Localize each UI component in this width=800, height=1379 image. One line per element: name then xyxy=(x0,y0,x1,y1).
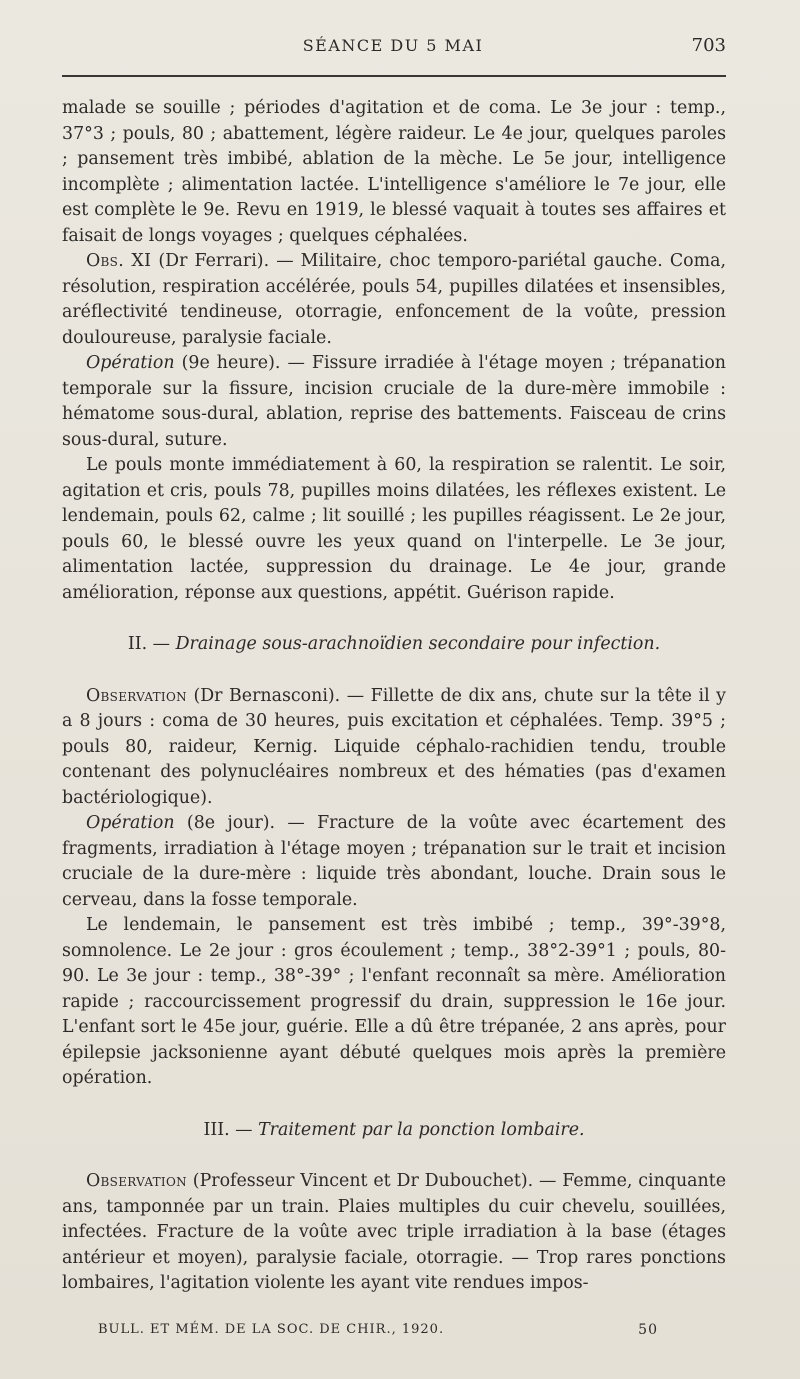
paragraph-obs-xi xyxy=(62,249,726,351)
paragraph-observation-vincent xyxy=(62,1169,726,1297)
page-number: 703 xyxy=(691,35,726,56)
section-iii-number: III. — xyxy=(203,1119,259,1140)
section-heading-iii xyxy=(62,1118,726,1144)
obs-xi-text: (Dr Ferrari). — Militaire, choc temporo-pariétal gauche. Coma, résolution, respiration accélérée, pouls 54, pupilles dilatées et insensibles, aréflectivité tendineuse, otorragie, enfoncement de la voûte, pression douloureuse, paralysie faciale. xyxy=(62,251,727,348)
observation-bernasconi-lead: Observation xyxy=(86,685,187,706)
paragraph-observation-bernasconi xyxy=(62,684,726,812)
paragraph-operation-2 xyxy=(62,811,726,913)
operation-1-text: (9e heure). — Fissure irradiée à l'étage moyen ; trépanation temporale sur la fissure, incision cruciale de la dure-mère immobile : hématome sous-dural, ablation, reprise des battements. Faisceau de crins sous-dural, suture. xyxy=(62,353,726,450)
running-head: SÉANCE DU 5 MAI xyxy=(302,36,484,55)
operation-2-lead: Opération xyxy=(86,813,175,833)
observation-vincent-lead: Observation xyxy=(86,1171,187,1191)
section-heading-ii xyxy=(62,632,726,658)
header-rule xyxy=(62,75,726,77)
body-text xyxy=(62,96,726,1297)
paragraph-continuation: malade se souille ; périodes d'agitation et de coma. Le 3e jour : temp., 37°3 ; pouls, 80 ; abattement, légère raideur. Le 4e jour, quelques paroles ; pansement très imbibé, ablation de la mèche. Le 5e jour, intelligence incomplète ; alimentation lactée. L'intelligence s'améliore le 7e jour, elle est complète le 9e. Revu en 1919, le blessé vaquait à toutes ses affaires et faisait de longs voyages ; quelques céphalées. xyxy=(62,98,726,246)
paragraph-operation-1 xyxy=(62,351,726,453)
operation-2-text: (8e jour). — Fracture de la voûte avec écartement des fragments, irradiation à l'étage moyen ; trépanation sur le trait et incision cruciale de la dure-mère : liquide très abondant, louche. Drain sous le cerveau, dans la fosse temporale. xyxy=(62,813,726,910)
page-footer xyxy=(98,1322,658,1344)
section-ii-number: II. — xyxy=(127,634,176,654)
observation-vincent-text: (Professeur Vincent et Dr Dubouchet). — Femme, cinquante ans, tamponnée par un train. Plaies multiples du cuir chevelu, souillées, infectées. Fracture de la voûte avec triple irradiation à la base (étages antérieur et moyen), paralysie faciale, otorragie. — Trop rares ponctions lombaires, l'agitation violente les ayant vite rendues impos- xyxy=(62,1171,726,1293)
footer-signature: 50 xyxy=(638,1322,658,1338)
obs-xi-lead: Obs. XI xyxy=(86,251,152,271)
section-ii-title: Drainage sous-arachnoïdien secondaire pour infection. xyxy=(175,634,661,654)
paragraph-outcome-1: Le pouls monte immédiatement à 60, la respiration se ralentit. Le soir, agitation et cris, pouls 78, pupilles moins dilatées, les réflexes existent. Le lendemain, pouls 62, calme ; lit souillé ; les pupilles réagissent. Le 2e jour, pouls 60, le blessé ouvre les yeux quand on l'interpelle. Le 3e jour, alimentation lactée, suppression du drainage. Le 4e jour, grande amélioration, réponse aux questions, appétit. Guérison rapide. xyxy=(62,455,726,603)
section-iii-title: Traitement par la ponction lombaire. xyxy=(258,1119,585,1140)
operation-1-lead: Opération xyxy=(86,353,175,373)
paragraph-outcome-2: Le lendemain, le pansement est très imbibé ; temp., 39°-39°8, somnolence. Le 2e jour : gros écoulement ; temp., 38°2-39°1 ; pouls, 80-90. Le 3e jour : temp., 38°-39° ; l'enfant reconnaît sa mère. Amélioration rapide ; raccourcissement progressif du drain, suppression le 16e jour. L'enfant sort le 45e jour, guérie. Elle a dû être trépanée, 2 ans après, pour épilepsie jacksonienne ayant débuté quelques mois après la première opération. xyxy=(62,915,726,1088)
footer-journal: BULL. ET MÉM. DE LA SOC. DE CHIR., 1920. xyxy=(98,1322,445,1337)
page-header xyxy=(60,36,726,60)
observation-bernasconi-text: (Dr Bernasconi). — Fillette de dix ans, chute sur la tête il y a 8 jours : coma de 30 heures, puis excitation et céphalées. Temp. 39°5 ; pouls 80, raideur, Kernig. Liquide céphalo-rachidien tendu, trouble contenant des polynucléaires nombreux et des hématies (pas d'examen bactériologique). xyxy=(62,685,726,808)
